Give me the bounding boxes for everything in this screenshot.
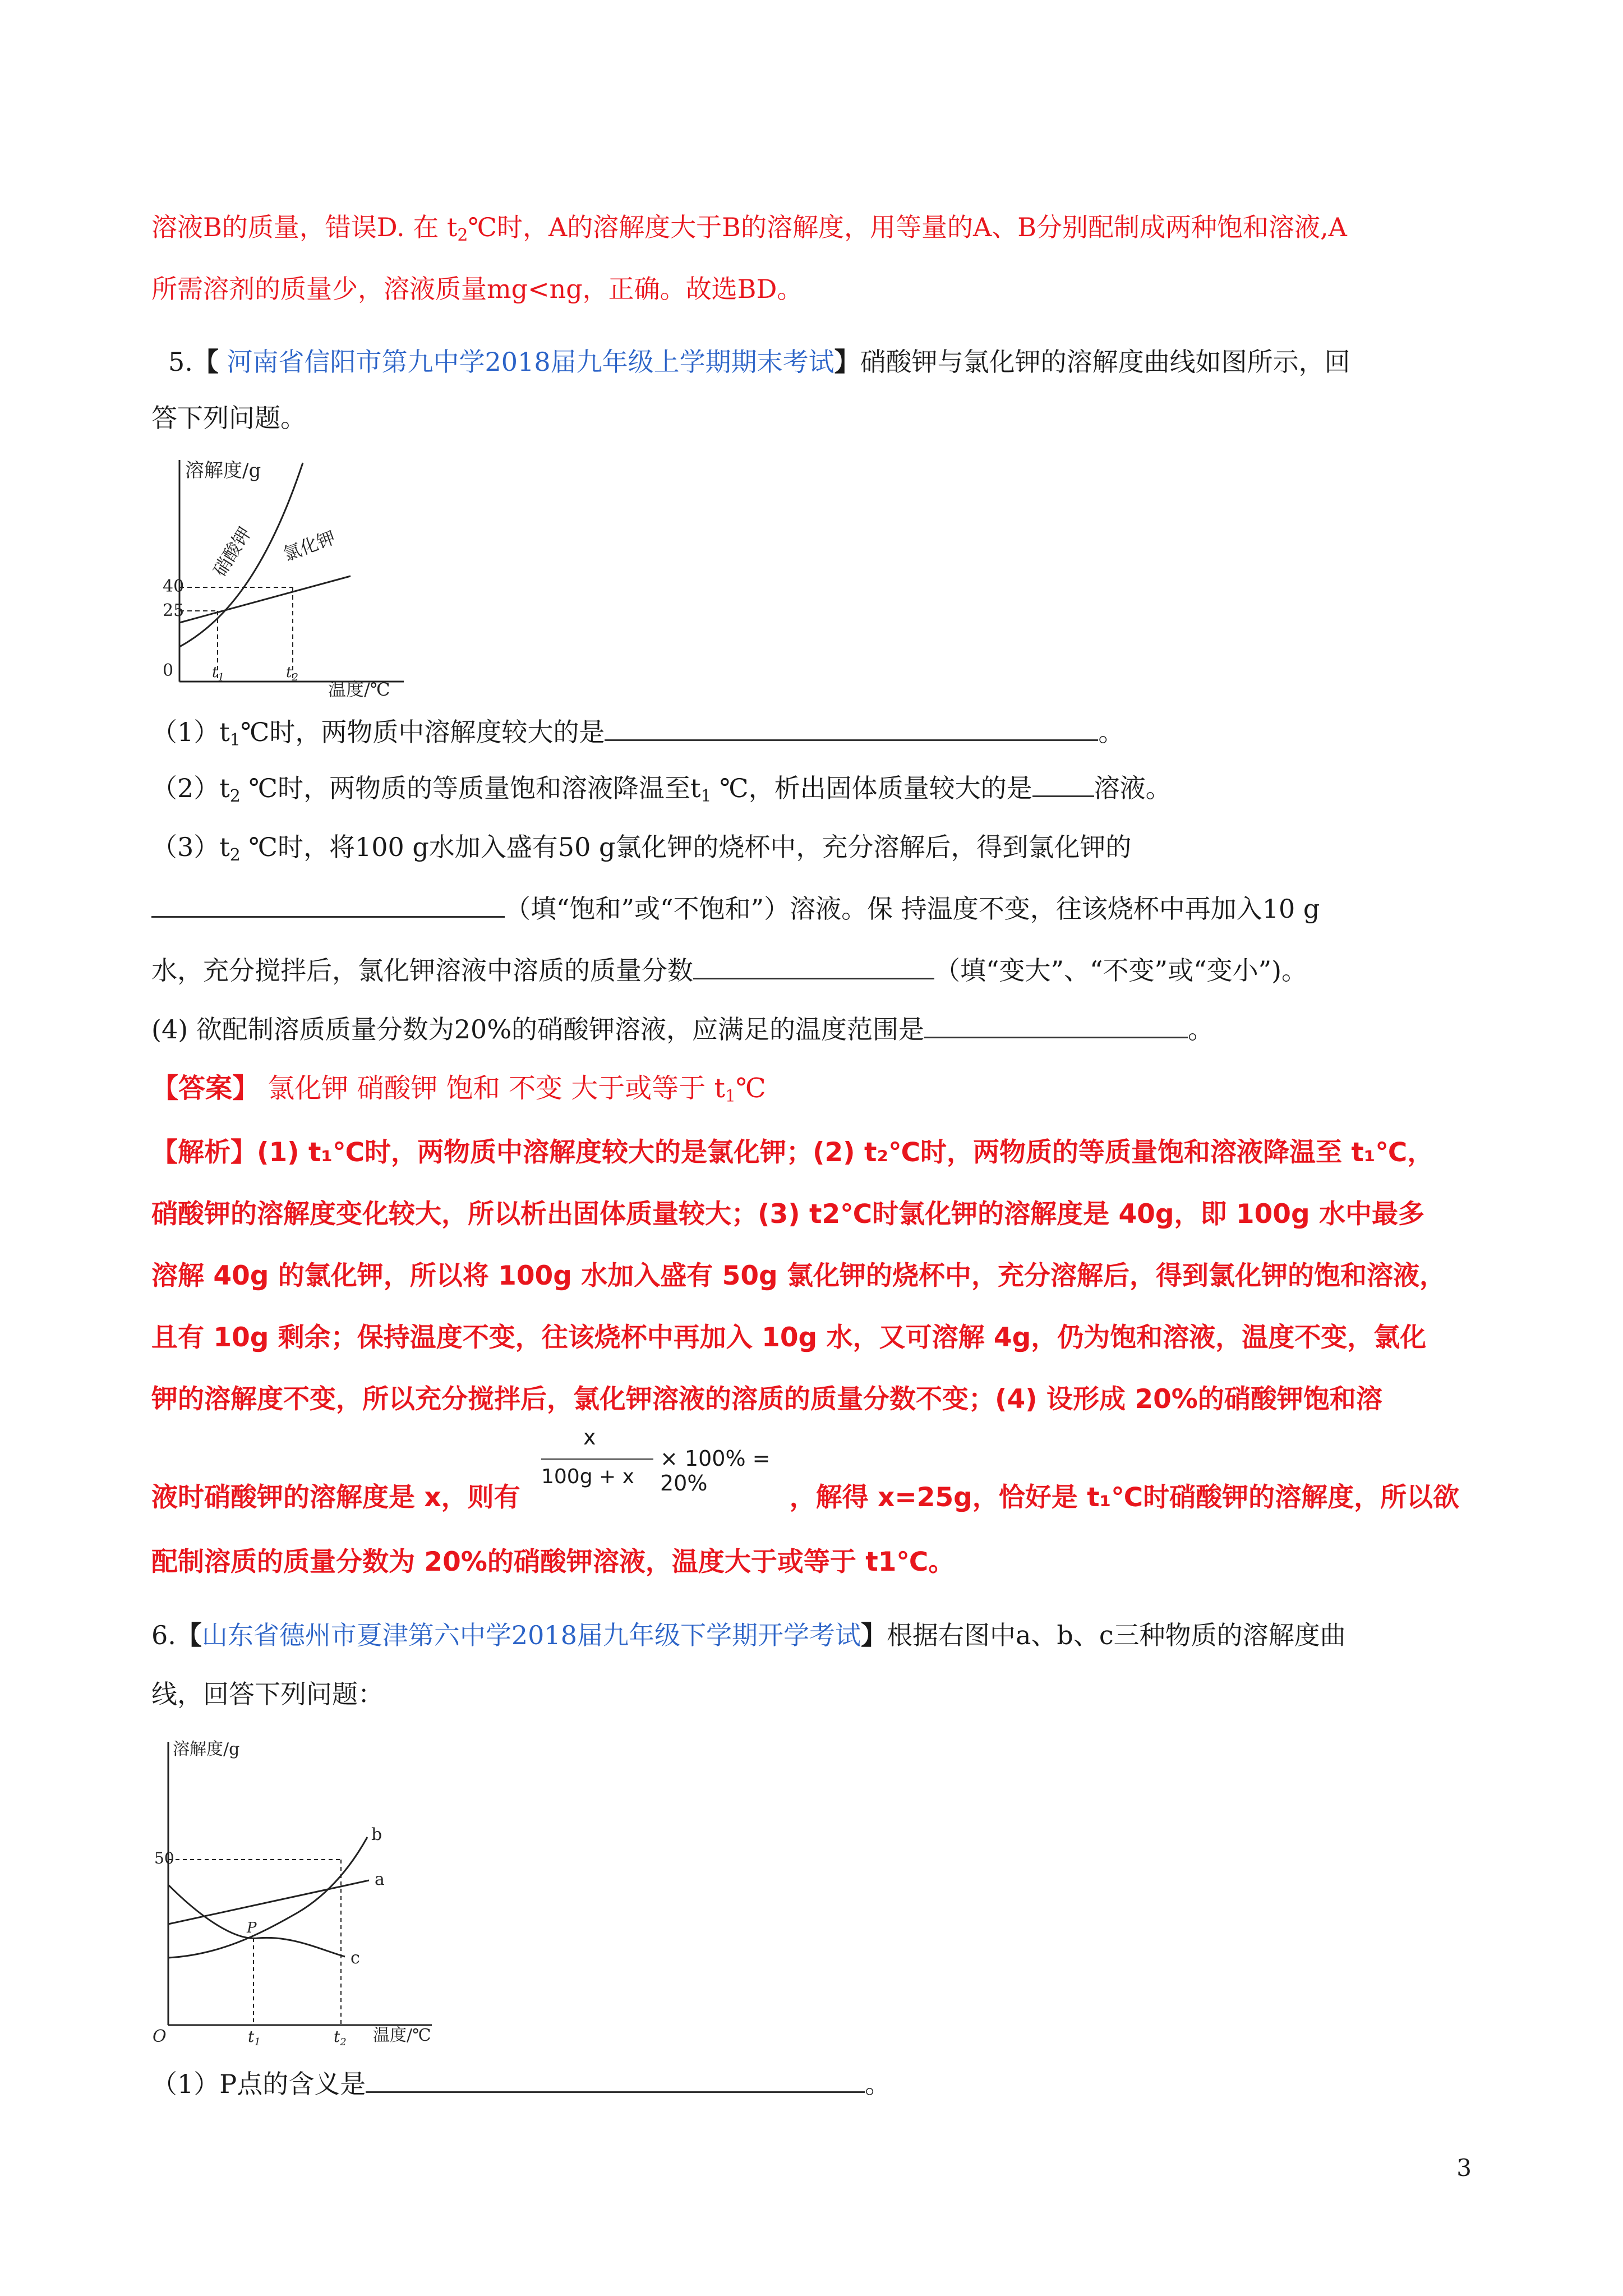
q5-part-1: $(1)t_1℃$时，两物质中溶解度较大的是 。 (151, 717, 1124, 750)
q6-graph-tick-50: 50 (154, 1849, 174, 1867)
q5-graph-ylabel: 溶解度/g (185, 459, 261, 482)
q5-number: 5. (168, 347, 193, 377)
q5-analysis-line-1: 【解析】(1) t₁℃时，两物质中溶解度较大的是氯化钾；(2) t₂℃时，两物质的等质量饱和溶液降温至 t₁℃， (151, 1137, 1434, 1168)
q5-formula (541, 1425, 810, 1496)
q6-graph-t1: $t_1$ (248, 2027, 261, 2047)
q5-graph-origin: 0 (163, 661, 174, 680)
q6-stem-line-2: 线，回答下列问题： (151, 1679, 384, 1709)
q6-bracket-close: 】 (860, 1620, 887, 1650)
q6-curve-c (168, 1885, 345, 1957)
q5-graph-tick-25: 25 (163, 601, 185, 620)
analysis-continued-line-2: 所需溶剂的质量少，溶液质量mg<ng，正确。故选BD。 (151, 274, 803, 304)
q6-part-1-blank[interactable] (366, 2069, 865, 2093)
q6-stem-text: 根据右图中a、b、c三种物质的溶解度曲 (886, 1620, 1346, 1650)
q6-point-p: P (247, 1920, 257, 1936)
q5-part-3-blank-2[interactable] (693, 955, 934, 979)
q5-analysis-line-4: 且有 10g 剩余；保持温度不变，往该烧杯中再加入 10g 水，又可溶解 4g，仍为饱和溶液，温度不变，氯化 (151, 1322, 1427, 1353)
q5-part-2-blank[interactable] (1032, 773, 1094, 797)
q6-curve-a (168, 1880, 369, 1924)
q5-analysis-line-5: 钾的溶解度不变，所以充分搅拌后，氯化钾溶液的溶质的质量分数不变；(4) 设形成 20%的硝酸钾饱和溶 (151, 1384, 1382, 1415)
q5-part-3-line-1: $(3)t_2$ ℃时，将100 g水加入盛有50 g氯化钾的烧杯中，充分溶解后，得到氯化钾的 (151, 832, 1132, 865)
q5-graph-t1: $t_1$ (212, 664, 224, 683)
analysis-continued-line-1: 溶液B的质量，错误D. 在 $t_2℃$时，A的溶解度大于B的溶解度，用等量的A、B分别配制成两种饱和溶液,A (151, 212, 1347, 245)
q6-source: 山东省德州市夏津第六中学2018届九年级下学期开学考试 (201, 1620, 861, 1650)
q5-formula-rest: × 100% = 20% (660, 1446, 771, 1496)
q5-stem-line-1 (151, 345, 1350, 379)
q6-curve-label-a: a (375, 1870, 385, 1889)
q6-curve-label-c: c (351, 1948, 360, 1968)
q5-analysis-line-6: 液时硝酸钾的溶解度是 x，则有 ，解得 x=25g，恰好是 t₁℃时硝酸钾的溶解度，所以欲 (151, 1482, 1460, 1513)
q5-bracket-open: 【 (192, 347, 219, 377)
q5-graph-t2: $t_2$ (286, 664, 298, 683)
q5-source: 河南省信阳市第九中学2018届九年级上学期期末考试 (218, 347, 834, 377)
q5-bracket-close: 】 (834, 347, 860, 377)
q5-answer: 【答案】 氯化钾 硝酸钾 饱和 不变 大于或等于 $t_1℃$ (151, 1073, 766, 1106)
q6-stem-line-1 (151, 1618, 1346, 1652)
q6-graph-t2: $t_2$ (334, 2027, 347, 2047)
q5-curve-kcl (179, 576, 351, 623)
q6-bracket-open: 【 (176, 1620, 202, 1650)
q5-curve-label-kcl: 氯化钾 (280, 526, 338, 565)
q5-part-2: $(2)t_2$ ℃时，两物质的等质量饱和溶液降温至$t_1$ ℃，析出固体质量较大的是 溶液。 (151, 773, 1172, 806)
page-number: 3 (1456, 2154, 1472, 2182)
q5-part-1-blank[interactable] (605, 717, 1098, 741)
q5-graph-xlabel: 温度/℃ (328, 679, 390, 698)
q5-part-4: (4) 欲配制溶质质量分数为20%的硝酸钾溶液，应满足的温度范围是 。 (151, 1014, 1214, 1045)
q6-graph-origin: O (153, 2027, 167, 2046)
q6-curve-label-b: b (371, 1825, 382, 1844)
q5-curve-label-kno3: 硝酸钾 (209, 523, 256, 581)
q5-graph-tick-40: 40 (163, 577, 185, 596)
q5-analysis-line-3: 溶解 40g 的氯化钾，所以将 100g 水加入盛有 50g 氯化钾的烧杯中，充分溶解后，得到氯化钾的饱和溶液， (151, 1260, 1446, 1291)
q6-graph-xlabel: 温度/℃ (373, 2026, 431, 2045)
q6-part-1: （1）P点的含义是 。 (151, 2069, 891, 2099)
q5-part-4-blank[interactable] (924, 1014, 1188, 1038)
q5-part-3-line-3: 水，充分搅拌后，氯化钾溶液中溶质的质量分数 （填“变大”、“不变”或“变小”)。 (151, 955, 1308, 986)
q5-formula-numerator: x (583, 1425, 596, 1450)
q6-curve-b (168, 1837, 367, 1958)
q5-formula-denominator: 100g + x (541, 1465, 634, 1488)
q6-number: 6. (151, 1620, 176, 1650)
q5-part-3-line-2: （填“饱和”或“不饱和”）溶液。保 持温度不变，往该烧杯中再加入10 g (151, 892, 1320, 926)
q5-analysis-line-2: 硝酸钾的溶解度变化较大，所以析出固体质量较大；(3) t2℃时氯化钾的溶解度是 40g，即 100g 水中最多 (151, 1199, 1424, 1230)
q5-analysis-line-7: 配制溶质的质量分数为 20%的硝酸钾溶液，温度大于或等于 t1℃。 (151, 1547, 955, 1577)
q5-stem-text: 硝酸钾与氯化钾的溶解度曲线如图所示，回 (860, 347, 1350, 377)
q5-solubility-graph (157, 452, 421, 698)
q6-graph-ylabel: 溶解度/g (173, 1740, 240, 1759)
q5-stem-line-2: 答下列问题。 (151, 403, 306, 433)
q5-part-3-blank-1[interactable] (151, 894, 505, 918)
q6-solubility-graph (151, 1733, 443, 2047)
